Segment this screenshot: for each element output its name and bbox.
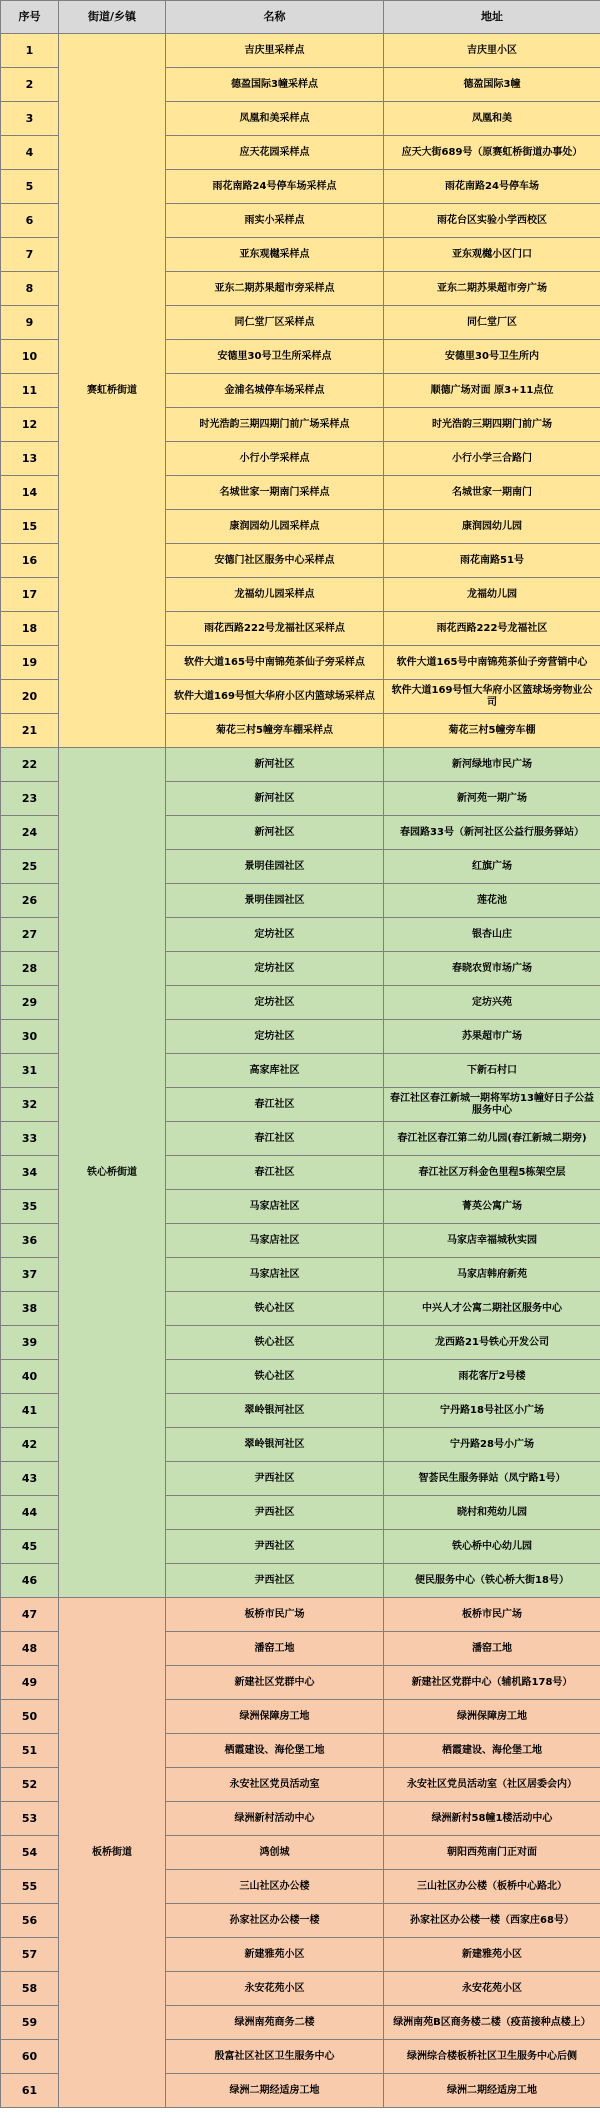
site-name: 名城世家一期南门采样点 <box>166 476 384 510</box>
site-name: 安德门社区服务中心采样点 <box>166 544 384 578</box>
site-name: 尹西社区 <box>166 1530 384 1564</box>
table-row <box>1 748 600 782</box>
row-number: 40 <box>1 1360 59 1394</box>
site-address: 银杏山庄 <box>384 918 600 952</box>
site-address: 康润园幼儿园 <box>384 510 600 544</box>
site-address: 顺德广场对面 原3+11点位 <box>384 374 600 408</box>
site-address: 春江社区万科金色里程5栋架空层 <box>384 1156 600 1190</box>
row-number: 15 <box>1 510 59 544</box>
row-number: 35 <box>1 1190 59 1224</box>
row-number: 29 <box>1 986 59 1020</box>
row-number: 26 <box>1 884 59 918</box>
site-address: 朝阳西苑南门正对面 <box>384 1836 600 1870</box>
table-body <box>1 34 600 2108</box>
site-name: 德盈国际3幢采样点 <box>166 68 384 102</box>
row-number: 28 <box>1 952 59 986</box>
site-name: 绿洲二期经适房工地 <box>166 2074 384 2108</box>
site-name: 景明佳园社区 <box>166 884 384 918</box>
row-number: 56 <box>1 1904 59 1938</box>
site-address: 马家店韩府新苑 <box>384 1258 600 1292</box>
site-name: 马家店社区 <box>166 1258 384 1292</box>
row-number: 20 <box>1 680 59 714</box>
site-address: 菊花三村5幢旁车棚 <box>384 714 600 748</box>
site-address: 春江社区春江第二幼儿园(春江新城二期旁) <box>384 1122 600 1156</box>
site-address: 同仁堂厂区 <box>384 306 600 340</box>
site-address: 便民服务中心（铁心桥大街18号） <box>384 1564 600 1598</box>
site-address: 春晓农贸市场广场 <box>384 952 600 986</box>
site-name: 新建社区党群中心 <box>166 1666 384 1700</box>
street-cell: 铁心桥街道 <box>59 748 166 1598</box>
site-address: 绿洲综合楼板桥社区卫生服务中心后侧 <box>384 2040 600 2074</box>
site-address: 小行小学三合路门 <box>384 442 600 476</box>
site-address: 板桥市民广场 <box>384 1598 600 1632</box>
site-name: 亚东观樾采样点 <box>166 238 384 272</box>
site-address: 新建社区党群中心（辅机路178号） <box>384 1666 600 1700</box>
row-number: 2 <box>1 68 59 102</box>
row-number: 58 <box>1 1972 59 2006</box>
site-name: 景明佳园社区 <box>166 850 384 884</box>
site-address: 软件大道165号中南锦苑茶仙子旁营销中心 <box>384 646 600 680</box>
site-name: 永安花苑小区 <box>166 1972 384 2006</box>
site-name: 铁心社区 <box>166 1360 384 1394</box>
site-name: 鸿创城 <box>166 1836 384 1870</box>
site-name: 小行小学采样点 <box>166 442 384 476</box>
site-address: 安德里30号卫生所内 <box>384 340 600 374</box>
site-address: 雨花客厅2号楼 <box>384 1360 600 1394</box>
site-address: 孙家社区办公楼一楼（西家庄68号） <box>384 1904 600 1938</box>
site-address: 定坊兴苑 <box>384 986 600 1020</box>
header-no: 序号 <box>1 1 59 34</box>
site-address: 春园路33号（新河社区公益行服务驿站） <box>384 816 600 850</box>
site-name: 绿洲南苑商务二楼 <box>166 2006 384 2040</box>
row-number: 27 <box>1 918 59 952</box>
row-number: 57 <box>1 1938 59 1972</box>
site-address: 新河绿地市民广场 <box>384 748 600 782</box>
row-number: 22 <box>1 748 59 782</box>
site-address: 绿洲新村58幢1楼活动中心 <box>384 1802 600 1836</box>
site-name: 应天花园采样点 <box>166 136 384 170</box>
site-name: 永安社区党员活动室 <box>166 1768 384 1802</box>
site-address: 吉庆里小区 <box>384 34 600 68</box>
row-number: 21 <box>1 714 59 748</box>
site-name: 孙家社区办公楼一楼 <box>166 1904 384 1938</box>
site-name: 定坊社区 <box>166 986 384 1020</box>
row-number: 9 <box>1 306 59 340</box>
site-address: 软件大道169号恒大华府小区篮球场旁物业公司 <box>384 680 600 714</box>
row-number: 17 <box>1 578 59 612</box>
row-number: 7 <box>1 238 59 272</box>
site-name: 安德里30号卫生所采样点 <box>166 340 384 374</box>
row-number: 18 <box>1 612 59 646</box>
site-address: 亚东观樾小区门口 <box>384 238 600 272</box>
site-name: 春江社区 <box>166 1122 384 1156</box>
site-address: 马家店幸福城秋实园 <box>384 1224 600 1258</box>
site-name: 春江社区 <box>166 1156 384 1190</box>
row-number: 42 <box>1 1428 59 1462</box>
site-name: 尹西社区 <box>166 1564 384 1598</box>
site-name: 潘窑工地 <box>166 1632 384 1666</box>
table-header-row <box>1 1 600 34</box>
site-name: 软件大道165号中南锦苑茶仙子旁采样点 <box>166 646 384 680</box>
site-address: 莲花池 <box>384 884 600 918</box>
row-number: 37 <box>1 1258 59 1292</box>
site-name: 春江社区 <box>166 1088 384 1122</box>
site-name: 高家库社区 <box>166 1054 384 1088</box>
site-name: 马家店社区 <box>166 1190 384 1224</box>
row-number: 36 <box>1 1224 59 1258</box>
row-number: 16 <box>1 544 59 578</box>
row-number: 51 <box>1 1734 59 1768</box>
header-street: 街道/乡镇 <box>59 1 166 34</box>
site-address: 栖霞建设、海伦堡工地 <box>384 1734 600 1768</box>
site-address: 铁心桥中心幼儿园 <box>384 1530 600 1564</box>
site-name: 定坊社区 <box>166 918 384 952</box>
row-number: 43 <box>1 1462 59 1496</box>
header-address: 地址 <box>384 1 600 34</box>
row-number: 48 <box>1 1632 59 1666</box>
row-number: 45 <box>1 1530 59 1564</box>
site-name: 铁心社区 <box>166 1292 384 1326</box>
row-number: 12 <box>1 408 59 442</box>
site-address: 绿洲保障房工地 <box>384 1700 600 1734</box>
site-address: 雨花南路24号停车场 <box>384 170 600 204</box>
site-address: 绿洲南苑B区商务楼二楼（疫苗接种点楼上） <box>384 2006 600 2040</box>
site-address: 菁英公寓广场 <box>384 1190 600 1224</box>
site-name: 马家店社区 <box>166 1224 384 1258</box>
site-name: 时光浩韵三期四期门前广场采样点 <box>166 408 384 442</box>
row-number: 31 <box>1 1054 59 1088</box>
street-cell: 板桥街道 <box>59 1598 166 2108</box>
row-number: 61 <box>1 2074 59 2108</box>
row-number: 55 <box>1 1870 59 1904</box>
site-address: 春江社区春江新城一期将军坊13幢好日子公益服务中心 <box>384 1088 600 1122</box>
header-name: 名称 <box>166 1 384 34</box>
row-number: 47 <box>1 1598 59 1632</box>
site-address: 永安花苑小区 <box>384 1972 600 2006</box>
site-name: 绿洲新村活动中心 <box>166 1802 384 1836</box>
row-number: 53 <box>1 1802 59 1836</box>
site-address: 龙福幼儿园 <box>384 578 600 612</box>
site-name: 新建雅苑小区 <box>166 1938 384 1972</box>
site-address: 苏果超市广场 <box>384 1020 600 1054</box>
site-address: 智荟民生服务驿站（凤宁路1号） <box>384 1462 600 1496</box>
site-address: 中兴人才公寓二期社区服务中心 <box>384 1292 600 1326</box>
site-name: 软件大道169号恒大华府小区内篮球场采样点 <box>166 680 384 714</box>
site-name: 绿洲保障房工地 <box>166 1700 384 1734</box>
site-address: 晓村和苑幼儿园 <box>384 1496 600 1530</box>
row-number: 25 <box>1 850 59 884</box>
site-name: 新河社区 <box>166 782 384 816</box>
row-number: 14 <box>1 476 59 510</box>
site-name: 尹西社区 <box>166 1496 384 1530</box>
row-number: 39 <box>1 1326 59 1360</box>
site-name: 铁心社区 <box>166 1326 384 1360</box>
site-name: 翠岭银河社区 <box>166 1394 384 1428</box>
site-name: 定坊社区 <box>166 952 384 986</box>
table-row <box>1 1598 600 1632</box>
row-number: 11 <box>1 374 59 408</box>
site-name: 尹西社区 <box>166 1462 384 1496</box>
site-address: 绿洲二期经适房工地 <box>384 2074 600 2108</box>
site-name: 殷富社区社区卫生服务中心 <box>166 2040 384 2074</box>
row-number: 34 <box>1 1156 59 1190</box>
site-name: 同仁堂厂区采样点 <box>166 306 384 340</box>
site-address: 龙西路21号铁心开发公司 <box>384 1326 600 1360</box>
site-name: 雨花南路24号停车场采样点 <box>166 170 384 204</box>
row-number: 59 <box>1 2006 59 2040</box>
site-name: 板桥市民广场 <box>166 1598 384 1632</box>
site-name: 新河社区 <box>166 816 384 850</box>
row-number: 54 <box>1 1836 59 1870</box>
row-number: 6 <box>1 204 59 238</box>
row-number: 1 <box>1 34 59 68</box>
site-name: 龙福幼儿园采样点 <box>166 578 384 612</box>
site-name: 雨花西路222号龙福社区采样点 <box>166 612 384 646</box>
site-address: 名城世家一期南门 <box>384 476 600 510</box>
site-name: 翠岭银河社区 <box>166 1428 384 1462</box>
site-address: 雨花南路51号 <box>384 544 600 578</box>
site-name: 雨实小采样点 <box>166 204 384 238</box>
row-number: 38 <box>1 1292 59 1326</box>
site-name: 新河社区 <box>166 748 384 782</box>
row-number: 44 <box>1 1496 59 1530</box>
row-number: 33 <box>1 1122 59 1156</box>
site-address: 德盈国际3幢 <box>384 68 600 102</box>
row-number: 13 <box>1 442 59 476</box>
site-address: 应天大街689号（原赛虹桥街道办事处） <box>384 136 600 170</box>
site-name: 亚东二期苏果超市旁采样点 <box>166 272 384 306</box>
row-number: 10 <box>1 340 59 374</box>
site-name: 金浦名城停车场采样点 <box>166 374 384 408</box>
site-address: 三山社区办公楼（板桥中心路北） <box>384 1870 600 1904</box>
row-number: 5 <box>1 170 59 204</box>
site-address: 下新石村口 <box>384 1054 600 1088</box>
row-number: 46 <box>1 1564 59 1598</box>
row-number: 52 <box>1 1768 59 1802</box>
row-number: 32 <box>1 1088 59 1122</box>
row-number: 19 <box>1 646 59 680</box>
site-address: 凤凰和美 <box>384 102 600 136</box>
site-name: 康润园幼儿园采样点 <box>166 510 384 544</box>
table-row <box>1 34 600 68</box>
site-address: 宁丹路28号小广场 <box>384 1428 600 1462</box>
site-address: 红旗广场 <box>384 850 600 884</box>
row-number: 8 <box>1 272 59 306</box>
row-number: 49 <box>1 1666 59 1700</box>
row-number: 41 <box>1 1394 59 1428</box>
site-address: 雨花西路222号龙福社区 <box>384 612 600 646</box>
site-address: 雨花台区实验小学西校区 <box>384 204 600 238</box>
site-name: 三山社区办公楼 <box>166 1870 384 1904</box>
street-cell: 赛虹桥街道 <box>59 34 166 748</box>
site-name: 凤凰和美采样点 <box>166 102 384 136</box>
row-number: 4 <box>1 136 59 170</box>
site-address: 亚东二期苏果超市旁广场 <box>384 272 600 306</box>
site-name: 吉庆里采样点 <box>166 34 384 68</box>
row-number: 24 <box>1 816 59 850</box>
row-number: 23 <box>1 782 59 816</box>
row-number: 50 <box>1 1700 59 1734</box>
site-address: 新建雅苑小区 <box>384 1938 600 1972</box>
site-name: 菊花三村5幢旁车棚采样点 <box>166 714 384 748</box>
site-name: 定坊社区 <box>166 1020 384 1054</box>
site-name: 栖霞建设、海伦堡工地 <box>166 1734 384 1768</box>
row-number: 3 <box>1 102 59 136</box>
site-address: 永安社区党员活动室（社区居委会内） <box>384 1768 600 1802</box>
row-number: 30 <box>1 1020 59 1054</box>
site-address: 时光浩韵三期四期门前广场 <box>384 408 600 442</box>
site-address: 宁丹路18号社区小广场 <box>384 1394 600 1428</box>
site-address: 潘窑工地 <box>384 1632 600 1666</box>
site-address: 新河苑一期广场 <box>384 782 600 816</box>
row-number: 60 <box>1 2040 59 2074</box>
